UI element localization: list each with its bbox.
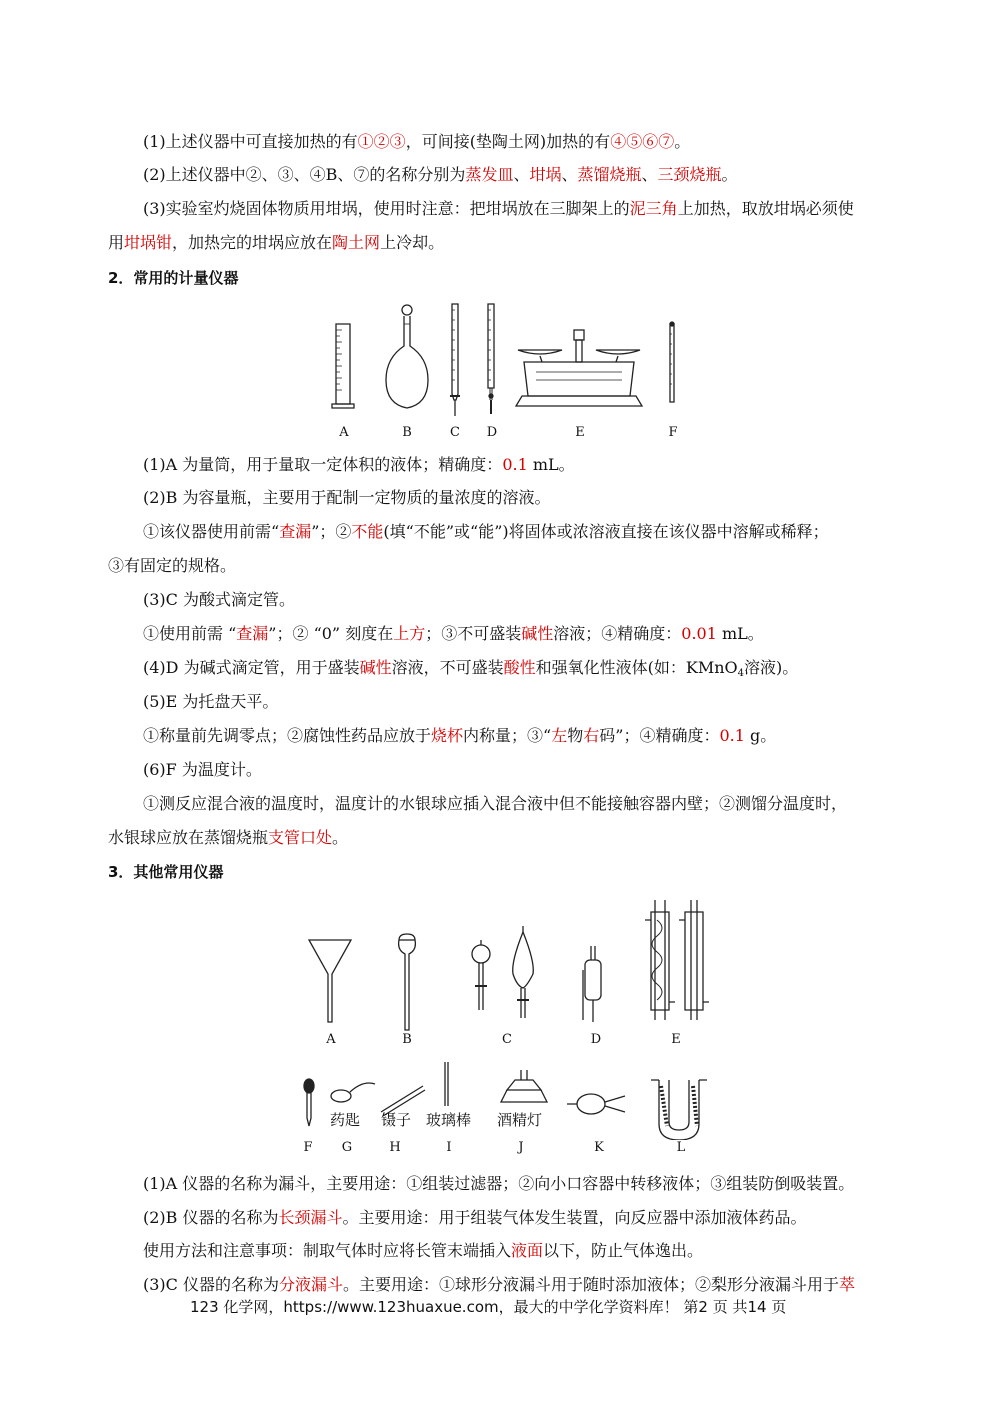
- answer: ④⑤⑥⑦: [610, 132, 675, 151]
- instrument-name: 酒精灯: [497, 1111, 543, 1129]
- drying-tube-icon: [567, 1094, 625, 1114]
- answer: 0.01: [681, 624, 717, 643]
- section-heading-other: 3．其他常用仪器: [108, 863, 224, 881]
- answer: 查漏: [236, 624, 269, 643]
- para-heatable: (1)上述仪器中可直接加热的有①②③，可间接(垫陶土网)加热的有④⑤⑥⑦。: [143, 132, 691, 151]
- para-flask-rules: ①该仪器使用前需“查漏”；②不能(填“不能”或“能”)将固体或浓溶液直接在该仪器中溶解或稀释；: [143, 522, 829, 541]
- answer: 烧杯: [431, 726, 464, 745]
- figure-label: A: [339, 425, 349, 440]
- long-neck-funnel-icon: [399, 934, 416, 1030]
- condenser-icon: [645, 900, 709, 1020]
- page-footer: 123 化学网，https://www.123huaxue.com，最大的中学化学资料库！ 第2 页 共14 页: [190, 1298, 787, 1316]
- answer: 酸性: [503, 658, 536, 677]
- base-burette-icon: [488, 304, 494, 414]
- thermometer-icon: [670, 322, 674, 402]
- funnel-icon: [309, 940, 351, 1022]
- u-tube-icon: [651, 1080, 707, 1140]
- para-thermometer-cont: 水银球应放在蒸馏烧瓶支管口处。: [108, 828, 349, 847]
- measuring-instruments-figure: [330, 300, 690, 422]
- answer: 查漏: [279, 522, 312, 541]
- para-funnel: (1)A 仪器的名称为漏斗，主要用途：①组装过滤器；②向小口容器中转移液体；③组装防倒吸装置。: [143, 1174, 855, 1193]
- answer: 蒸发皿: [465, 165, 514, 184]
- answer: 分液漏斗: [279, 1275, 344, 1294]
- figure-label: D: [486, 425, 498, 440]
- para-balance-rules: ①称量前先调零点；②腐蚀性药品应放于烧杯内称量；③“左物右码”；④精确度：0.1 g。: [143, 726, 777, 745]
- instrument-name: 玻璃棒: [426, 1111, 472, 1129]
- para-separatory-funnel: (3)C 仪器的名称为分液漏斗。主要用途：①球形分液漏斗用于随时添加液体；②梨形分液漏斗用于萃: [143, 1275, 856, 1294]
- answer: 右: [583, 726, 600, 745]
- figure-label: L: [676, 1140, 686, 1155]
- para-names: (2)上述仪器中②、③、④B、⑦的名称分别为蒸发皿、坩埚、蒸馏烧瓶、三颈烧瓶。: [143, 165, 738, 184]
- graduated-cylinder-icon: [332, 324, 354, 408]
- para-acid-burette: (3)C 为酸式滴定管。: [143, 590, 295, 609]
- para-cylinder: (1)A 为量筒，用于量取一定体积的液体；精确度：0.1 mL。: [143, 455, 575, 474]
- answer: 0.1: [719, 726, 745, 745]
- alcohol-lamp-icon: [501, 1070, 547, 1102]
- answer: ①②③: [357, 132, 406, 151]
- answer: 支管口处: [268, 828, 333, 847]
- figure-label: J: [518, 1140, 524, 1155]
- spatula-icon: [331, 1083, 375, 1102]
- figure-label: B: [402, 1032, 412, 1047]
- figure-label: E: [671, 1032, 681, 1047]
- instrument-name: 药匙: [330, 1111, 361, 1129]
- dropping-funnel-icon: [583, 946, 601, 1022]
- figure-label: C: [502, 1032, 512, 1047]
- figure-label: H: [389, 1140, 401, 1155]
- answer: 坩埚钳: [124, 233, 173, 252]
- figure-label: B: [402, 425, 412, 440]
- volumetric-flask-icon: [386, 305, 428, 408]
- answer: 上方: [393, 624, 426, 643]
- figure-label: F: [303, 1140, 313, 1155]
- answer: 碱性: [359, 658, 392, 677]
- dropper-icon: [304, 1079, 314, 1126]
- figure-label: F: [668, 425, 678, 440]
- para-thermometer: (6)F 为温度计。: [143, 760, 262, 779]
- instrument-name: 镊子: [381, 1111, 412, 1129]
- answer: 泥三角: [629, 199, 678, 218]
- answer: 液面: [511, 1241, 544, 1260]
- para-thermometer-rules: ①测反应混合液的温度时，温度计的水银球应插入混合液中但不能接触容器内壁；②测馏分温度时，: [143, 794, 848, 813]
- answer: 萃: [839, 1275, 856, 1294]
- figure-label: I: [446, 1140, 452, 1155]
- answer: 左: [551, 726, 568, 745]
- figure-label: K: [594, 1140, 604, 1155]
- para-balance: (5)E 为托盘天平。: [143, 692, 279, 711]
- answer: 坩埚: [529, 165, 562, 184]
- para-usage: 使用方法和注意事项：制取气体时应将长管末端插入液面以下，防止气体逸出。: [143, 1241, 704, 1260]
- figure-label: C: [450, 425, 460, 440]
- answer: 陶土网: [332, 233, 381, 252]
- figure-label: A: [326, 1032, 336, 1047]
- separatory-funnel-icon: [472, 926, 533, 1018]
- figure-label: D: [590, 1032, 602, 1047]
- answer: 长颈漏斗: [278, 1208, 343, 1227]
- answer: 不能: [351, 522, 384, 541]
- para-flask: (2)B 为容量瓶，主要用于配制一定物质的量浓度的溶液。: [143, 488, 551, 507]
- para-crucible-cont: 用坩埚钳，加热完的坩埚应放在陶土网上冷却。: [108, 233, 445, 252]
- answer: 三颈烧瓶: [657, 165, 722, 184]
- answer: 碱性: [521, 624, 554, 643]
- figure-label: E: [575, 425, 585, 440]
- section-heading-measuring: 2．常用的计量仪器: [108, 269, 239, 287]
- answer: 蒸馏烧瓶: [577, 165, 642, 184]
- para-base-burette: (4)D 为碱式滴定管，用于盛装碱性溶液，不可盛装酸性和强氧化性液体(如：KMnO$_4$溶液)。: [143, 658, 799, 679]
- para-crucible: (3)实验室灼烧固体物质用坩埚，使用时注意：把坩埚放在三脚架上的泥三角上加热，取放坩埚必须使: [143, 199, 854, 218]
- answer: 0.1: [502, 455, 528, 474]
- other-instruments-figure: [295, 890, 725, 1140]
- acid-burette-icon: [450, 304, 460, 416]
- glass-rod-icon: [445, 1062, 448, 1106]
- para-flask-spec: ③有固定的规格。: [108, 556, 237, 575]
- balance-icon: [516, 330, 642, 406]
- para-acid-burette-rules: ①使用前需 “查漏”；② “0” 刻度在上方；③不可盛装碱性溶液；④精确度：0.01 mL。: [143, 624, 764, 643]
- figure-label: G: [341, 1140, 353, 1155]
- para-long-neck-funnel: (2)B 仪器的名称为长颈漏斗。主要用途：用于组装气体发生装置，向反应器中添加液体药品。: [143, 1208, 807, 1227]
